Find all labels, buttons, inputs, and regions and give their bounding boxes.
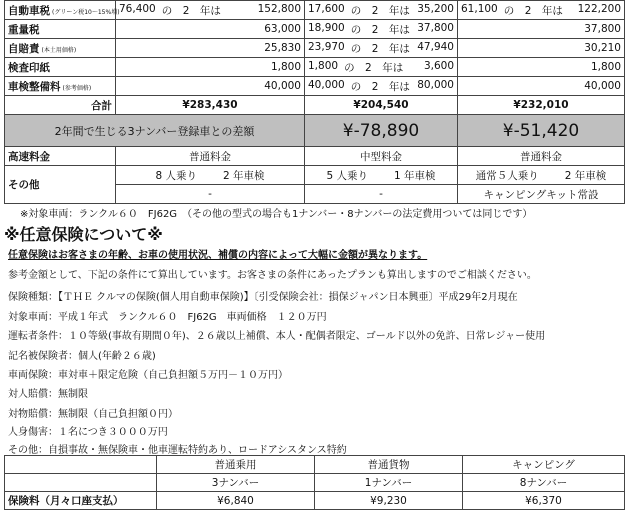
- insurance-condition-line: 車両保険：車対車＋限定危険（自己負担額５万円－１０万円）: [8, 370, 288, 381]
- other-cell: -: [305, 185, 458, 204]
- period-total: 152,800: [257, 2, 301, 15]
- insurance-condition-line: 保険種類：【ＴＨＥ クルマの保険(個人用自動車保険)】〔引受保険会社：損保ジャパン日本興亜〕平成29年2月現在: [8, 292, 518, 303]
- other-label: その他: [5, 166, 116, 204]
- period-total: 63,000: [264, 23, 301, 35]
- period-text: の 2 年は: [350, 4, 410, 17]
- cost-cell: [458, 1, 625, 20]
- period-total: 1,800: [270, 61, 301, 73]
- cost-row: [5, 20, 625, 39]
- plate-type: 1ナンバー: [315, 474, 463, 492]
- highway-fee: 中型料金: [305, 147, 458, 166]
- premium-value: ¥6,370: [463, 492, 625, 510]
- other-cell: -: [116, 185, 305, 204]
- cost-row: [5, 77, 625, 96]
- cost-cell: [458, 20, 625, 39]
- total-value: ¥283,430: [116, 96, 305, 115]
- insurance-condition-line: その他：自損事故・無保険車・他車運転特約あり、ロードアシスタンス特約: [8, 445, 347, 456]
- total-row: [5, 96, 625, 115]
- other-cell: キャンピングキット常設: [458, 185, 625, 204]
- cost-row-label: 車検整備料 (参考価格): [5, 77, 116, 96]
- target-vehicle-note: ※対象車両：ランクル６０ FJ62G （その他の型式の場合も1ナンバー・8ナンバーの法定費用ついては同じです）: [20, 209, 533, 220]
- insurance-condition-line: 対物賠償：無制限（自己負担額０円）: [8, 409, 178, 420]
- period-total: 1,800: [590, 61, 621, 73]
- unit-value: 61,100: [461, 2, 498, 15]
- period-total: 30,210: [584, 42, 621, 54]
- difference-value: ¥-78,890: [305, 115, 458, 147]
- premium-table: [4, 455, 625, 510]
- unit-value: 17,600: [308, 2, 345, 15]
- premium-header: 普通貨物: [315, 456, 463, 474]
- highway-fee: 普通料金: [116, 147, 305, 166]
- unit-value: 18,900: [308, 21, 345, 34]
- insurance-condition-line: 運転者条件：１０等級(事故有期間０年)、２６歳以上補償、本人・配偶者限定、ゴールド以外の免許、日常レジャー使用: [8, 331, 546, 342]
- cost-row-label: 重量税: [5, 20, 116, 39]
- difference-row: [5, 115, 625, 147]
- unit-value: 40,000: [308, 78, 345, 91]
- highway-row: [5, 147, 625, 166]
- period-total: 37,800: [417, 21, 454, 34]
- insurance-intro: 任意保険はお客さまの年齢、お車の使用状況、補償の内容によって大幅に金額が異なります。: [8, 250, 428, 261]
- insurance-condition-line: 対人賠償：無制限: [8, 389, 88, 400]
- cost-cell: [458, 39, 625, 58]
- cost-cell: [305, 39, 458, 58]
- total-label: 合計: [5, 96, 116, 115]
- cost-cell: [116, 58, 305, 77]
- period-total: 25,830: [264, 42, 301, 54]
- period-total: 40,000: [584, 80, 621, 92]
- difference-value: ¥-51,420: [458, 115, 625, 147]
- cost-cell: [458, 58, 625, 77]
- cost-cell: [305, 58, 458, 77]
- plate-type: 3ナンバー: [157, 474, 315, 492]
- cost-cell: [116, 1, 305, 20]
- cost-comparison-table: [4, 0, 625, 204]
- period-text: の 2 年は: [350, 80, 410, 93]
- premium-header: キャンピング: [463, 456, 625, 474]
- period-text: の 2 年は: [350, 42, 410, 55]
- cost-row-label: 検査印紙: [5, 58, 116, 77]
- insurance-condition-line: 記名被保険者：個人(年齢２６歳): [8, 351, 156, 362]
- cost-row-label: 自動車税 (グリーン税10〜15%増): [5, 1, 116, 20]
- period-total: 35,200: [417, 2, 454, 15]
- period-text: の 2 年は: [503, 4, 563, 17]
- premium-value: ¥6,840: [157, 492, 315, 510]
- unit-value: 76,400: [119, 2, 156, 15]
- premium-value-row: [5, 492, 625, 510]
- difference-label: 2年間で生じる3ナンバー登録車との差額: [5, 115, 305, 147]
- period-total: 47,940: [417, 40, 454, 53]
- period-text: の 2 年は: [350, 23, 410, 36]
- insurance-heading: ※任意保険について※: [4, 225, 163, 244]
- capacity-cell: 5 人乗り 1 年車検: [305, 166, 458, 185]
- period-text: の 2 年は: [344, 61, 404, 74]
- unit-value: 23,970: [308, 40, 345, 53]
- insurance-condition-line: 人身傷害：１名につき３０００万円: [8, 427, 168, 438]
- cost-cell: [116, 77, 305, 96]
- highway-label: 高速料金: [5, 147, 116, 166]
- capacity-cell: 8 人乗り 2 年車検: [116, 166, 305, 185]
- cost-row-label: 自賠責 (本土用価格): [5, 39, 116, 58]
- unit-value: 1,800: [308, 59, 339, 72]
- cost-cell: [116, 39, 305, 58]
- cost-cell: [116, 20, 305, 39]
- period-total: 37,800: [584, 23, 621, 35]
- plate-type: 8ナンバー: [463, 474, 625, 492]
- premium-row-label: 保険料（月々口座支払）: [5, 492, 157, 510]
- total-value: ¥232,010: [458, 96, 625, 115]
- cost-row: [5, 39, 625, 58]
- premium-header: 普通乗用: [157, 456, 315, 474]
- premium-header-row-1: [5, 456, 625, 474]
- period-total: 3,600: [423, 59, 454, 72]
- period-total: 40,000: [264, 80, 301, 92]
- capacity-cell: 通常５人乗り 2 年車検: [458, 166, 625, 185]
- period-total: 80,000: [417, 78, 454, 91]
- premium-value: ¥9,230: [315, 492, 463, 510]
- total-value: ¥204,540: [305, 96, 458, 115]
- period-total: 122,200: [577, 2, 621, 15]
- cost-cell: [458, 77, 625, 96]
- other-row: [5, 166, 625, 185]
- cost-row: [5, 58, 625, 77]
- cost-cell: [305, 20, 458, 39]
- cost-row: [5, 1, 625, 20]
- premium-header-row-2: [5, 474, 625, 492]
- highway-fee: 普通料金: [458, 147, 625, 166]
- period-text: の 2 年は: [161, 4, 221, 17]
- insurance-condition-line: 対象車両：平成１年式 ランクル６０ FJ62G 車両価格 １２０万円: [8, 312, 327, 323]
- cost-cell: [305, 1, 458, 20]
- cost-cell: [305, 77, 458, 96]
- insurance-condition-line: 参考金額として、下記の条件にて算出しています。お客さまの条件にあったプランも算出しますのでご相談ください。: [8, 270, 537, 281]
